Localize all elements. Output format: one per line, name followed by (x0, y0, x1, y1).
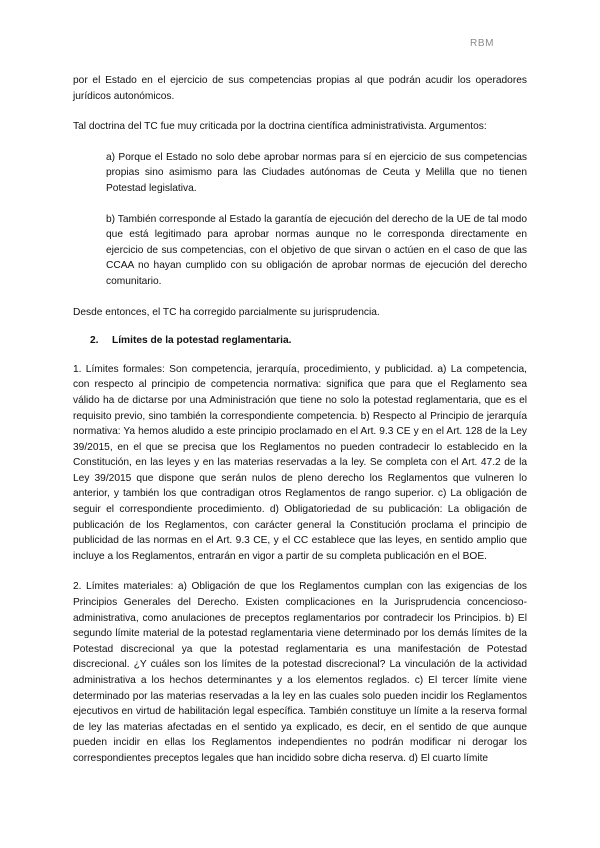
page-header-initials: RBM (470, 38, 495, 49)
paragraph-criticism: Tal doctrina del TC fue muy criticada por la doctrina científica administrativista. Argumentos: (73, 121, 487, 133)
section-title: Límites de la potestad reglamentaria. (112, 335, 292, 347)
paragraph-continuation: por el Estado en el ejercicio de sus competencias propias al que podrán acudir los operadores jurídicos autonómicos. (73, 75, 527, 102)
document-body (73, 73, 527, 767)
paragraph-correction: Desde entonces, el TC ha corregido parcialmente su jurisprudencia. (73, 306, 380, 318)
section-number: 2. (90, 335, 99, 347)
paragraph-material-limits: 2. Límites materiales: a) Obligación de que los Reglamentos cumplan con las exigencias de los Principios Generales del Derecho. Existen complicaciones en la Jurisprudencia concencioso-administrativa, como anulaciones de preceptos reglamentarios por contradecir los Principios. b) El segundo límite material de la potestad reglamentaria viene determinado por los demás límites de la Potestad discrecional ya que la potestad reglamentaria es una manifestación de Potestad discrecional. ¿Y cuáles son los límites de la potestad discrecional? La vinculación de la actividad administrativa a los hechos determinantes y a los elementos reglados. c) El tercer límite viene determinado por las materias reservadas a la ley en las cuales solo pueden incidir los Reglamentos ejecutivos en virtud de habilitación legal específica. También constituye un límite a la reserva formal de ley las materias afectadas en el sentido ya explicado, es decir, en el sentido de que aunque pueden incidir en ellas los Reglamentos independientes no podrán modificar ni derogar los correspondientes preceptos legales que han incidido sobre dicha reserva. d) El cuarto límite (73, 581, 527, 764)
section-heading (73, 333, 527, 349)
argument-a: a) Porque el Estado no solo debe aprobar normas para sí en ejercicio de sus competencias propias sino asimismo para las Ciudades autónomas de Ceuta y Melilla que no tienen Potestad legislativa. (106, 151, 527, 194)
paragraph-formal-limits: 1. Límites formales: Son competencia, jerarquía, procedimiento, y publicidad. a) La competencia, con respecto al principio de competencia normativa: significa que para que el Reglamento sea válido ha de dictarse por una Administración que tiene no solo la potestad reglamentaria, que es el requisito previo, sino también la correspondiente competencia. b) Respecto al Principio de jerarquía normativa: Ya hemos aludido a este principio proclamado en el Art. 9.3 CE y en el Art. 128 de la Ley 39/2015, en el que se precisa que los Reglamentos no pueden contradecir lo establecido en la Constitución, en las leyes y en las materias reservadas a la ley. Se completa con el Art. 47.2 de la Ley 39/2015 que dispone que serán nulos de pleno derecho los Reglamentos que vulneren lo anterior, y también los que contradigan otros Reglamentos de rango superior. c) La obligación de seguir el correspondiente procedimiento. d) Obligatoriedad de su publicación: La obligación de publicación de los Reglamentos, con carácter general la Constitución proclama el principio de publicidad de las normas en el Art. 9.3 CE, y el CC establece que las leyes, en sentido amplio que incluye a los Reglamentos, entrarán en vigor a partir de su completa publicación en el BOE. (73, 363, 527, 562)
argument-b: b) También corresponde al Estado la garantía de ejecución del derecho de la UE de tal modo que está legitimado para aprobar normas aunque no le corresponda directamente en ejercicio de sus competencias, con el objetivo de que sirvan o actúen en el caso de que las CCAA no hayan cumplido con su obligación de aprobar normas de ejecución del derecho comunitario. (106, 213, 527, 287)
